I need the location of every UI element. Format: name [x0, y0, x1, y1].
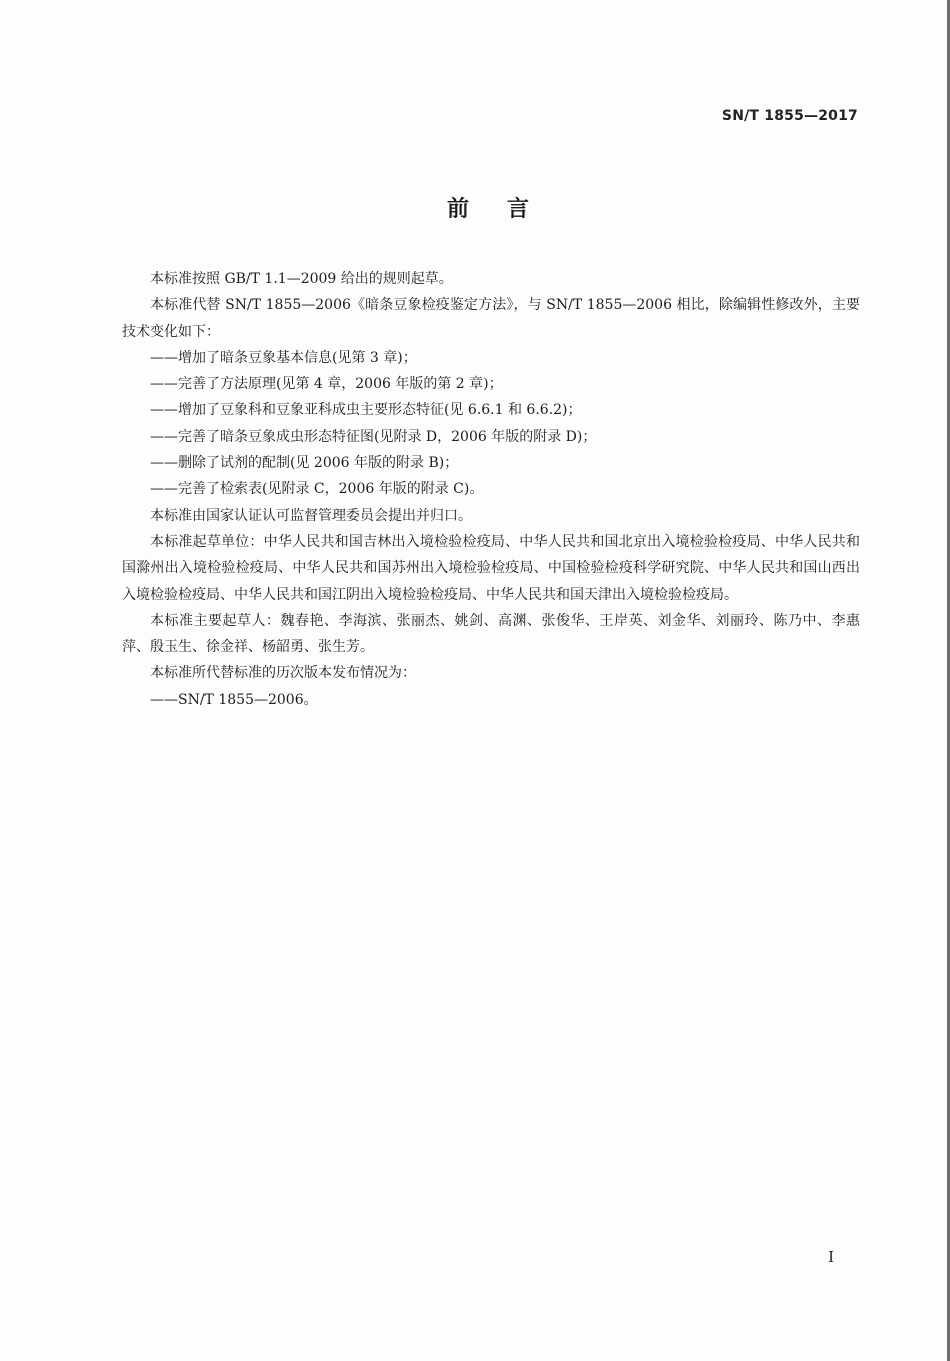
paragraph: 本标准主要起草人：魏春艳、李海滨、张丽杰、姚剑、高渊、张俊华、王岸英、刘金华、刘丽玲、陈乃中、李惠萍、殷玉生、徐金祥、杨韶勇、张生芳。 [122, 612, 860, 656]
foreword-body [122, 266, 860, 713]
change-item: ——完善了方法原理(见第 4 章，2006 年版的第 2 章)； [150, 376, 503, 393]
change-item: ——完善了检索表(见附录 C，2006 年版的附录 C)。 [150, 481, 484, 498]
paragraph: 本标准所代替标准的历次版本发布情况为： [150, 665, 416, 682]
change-item: ——SN/T 1855—2006。 [150, 691, 318, 708]
paragraph: 本标准按照 GB/T 1.1—2009 给出的规则起草。 [150, 271, 453, 287]
change-item: ——增加了豆象科和豆象亚科成虫主要形态特征(见 6.6.1 和 6.6.2)； [150, 402, 582, 419]
title-char-1: 前 [446, 197, 469, 222]
page-title [0, 192, 950, 223]
paragraph: 本标准起草单位：中华人民共和国吉林出入境检验检疫局、中华人民共和国北京出入境检验检疫局、中华人民共和国滁州出入境检验检疫局、中华人民共和国苏州出入境检验检疫局、中国检验检疫科学研究院、中华人民共和国山西出入境检验检疫局、中华人民共和国江阴出入境检验检疫局、中华人民共和国天津出入境检验检疫局。 [122, 533, 860, 603]
change-item: ——增加了暗条豆象基本信息(见第 3 章)； [150, 349, 417, 366]
paragraph: 本标准由国家认证认可监督管理委员会提出并归口。 [150, 507, 472, 524]
change-item: ——删除了试剂的配制(见 2006 年版的附录 B)； [150, 455, 459, 472]
paragraph: 本标准代替 SN/T 1855—2006《暗条豆象检疫鉴定方法》，与 SN/T 1855—2006 相比，除编辑性修改外，主要技术变化如下： [122, 297, 860, 340]
page-number: I [828, 1248, 834, 1266]
change-item: ——完善了暗条豆象成虫形态特征图(见附录 D，2006 年版的附录 D)； [150, 428, 597, 445]
standard-code: SN/T 1855—2017 [721, 108, 858, 124]
title-char-2: 言 [507, 197, 530, 222]
